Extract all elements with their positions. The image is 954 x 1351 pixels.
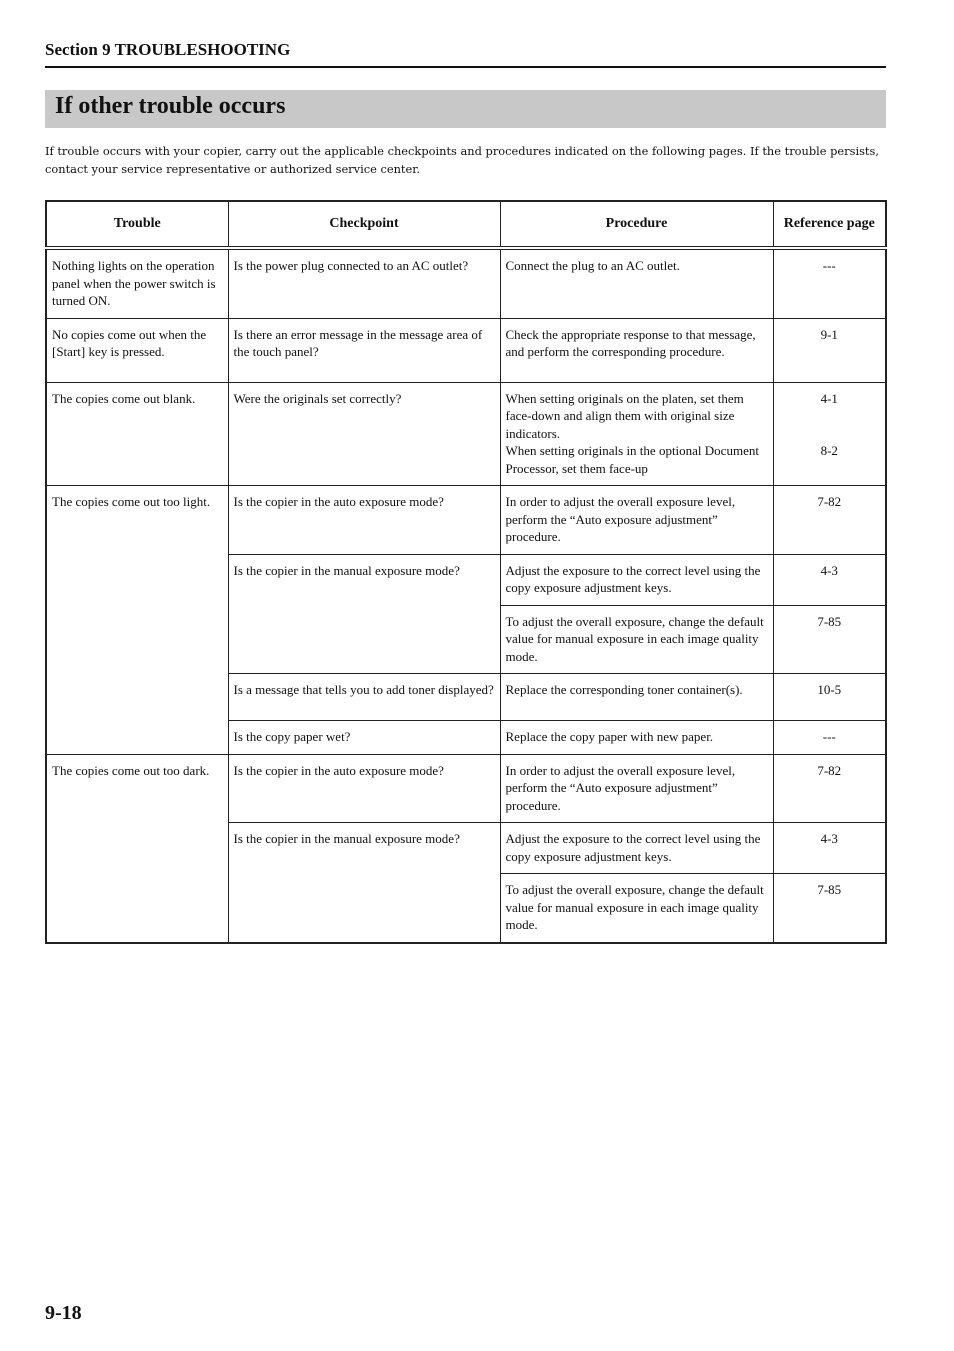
reference-cell: 7-82 [773,486,886,555]
header-checkpoint: Checkpoint [228,201,500,248]
procedure-text: When setting originals on the platen, set them face-down and align them with original size indicators. [505,390,744,441]
procedure-cell: Replace the copy paper with new paper. [500,721,773,755]
header-procedure: Procedure [500,201,773,248]
reference-cell: 9-1 [773,318,886,382]
reference-cell: 4-3 [773,554,886,605]
reference-spacer [779,407,881,442]
procedure-cell: Connect the plug to an AC outlet. [500,248,773,318]
table-row [46,248,886,318]
trouble-cell: No copies come out when the [Start] key is pressed. [46,318,228,382]
procedure-cell: To adjust the overall exposure, change the default value for manual exposure in each image quality mode. [500,874,773,943]
table-header-row [46,201,886,248]
procedure-cell: Adjust the exposure to the correct level using the copy exposure adjustment keys. [500,554,773,605]
procedure-text: When setting originals in the optional Document Processor, set them face-up [505,443,759,476]
page-number: 9-18 [45,1302,82,1324]
procedure-cell: In order to adjust the overall exposure level, perform the “Auto exposure adjustment” procedure. [500,486,773,555]
table-row [46,318,886,382]
reference-cell: 7-85 [773,874,886,943]
checkpoint-cell: Is there an error message in the message area of the touch panel? [228,318,500,382]
table-row [46,486,886,555]
header-trouble: Trouble [46,201,228,248]
reference-value: 4-1 [820,390,838,406]
procedure-cell [500,382,773,486]
trouble-cell: The copies come out too dark. [46,754,228,943]
section-header: Section 9 TROUBLESHOOTING [45,40,886,68]
procedure-cell: Replace the corresponding toner container(s). [500,674,773,721]
reference-cell [773,382,886,486]
procedure-cell: In order to adjust the overall exposure level, perform the “Auto exposure adjustment” procedure. [500,754,773,823]
table-row [46,382,886,486]
procedure-cell: Check the appropriate response to that message, and perform the corresponding procedure. [500,318,773,382]
reference-cell: 4-3 [773,823,886,874]
reference-cell: 10-5 [773,674,886,721]
checkpoint-cell: Is a message that tells you to add toner displayed? [228,674,500,721]
table-row [46,754,886,823]
checkpoint-cell: Is the copy paper wet? [228,721,500,755]
troubleshooting-table [45,200,887,944]
trouble-cell: The copies come out blank. [46,382,228,486]
page-title: If other trouble occurs [55,93,286,119]
checkpoint-cell: Is the power plug connected to an AC outlet? [228,248,500,318]
procedure-cell: Adjust the exposure to the correct level using the copy exposure adjustment keys. [500,823,773,874]
procedure-cell: To adjust the overall exposure, change the default value for manual exposure in each image quality mode. [500,605,773,674]
checkpoint-cell: Is the copier in the manual exposure mode? [228,823,500,943]
reference-cell: --- [773,248,886,318]
checkpoint-cell: Were the originals set correctly? [228,382,500,486]
checkpoint-cell: Is the copier in the auto exposure mode? [228,754,500,823]
intro-paragraph: If trouble occurs with your copier, carry out the applicable checkpoints and procedures indicated on the following pages. If the trouble persists, contact your service representative or authorized service center. [45,144,879,176]
reference-value: 8-2 [820,443,838,458]
title-bar [45,90,886,128]
header-reference-page: Reference page [773,201,886,248]
reference-cell: 7-82 [773,754,886,823]
reference-cell: 7-85 [773,605,886,674]
trouble-cell: The copies come out too light. [46,486,228,755]
checkpoint-cell: Is the copier in the auto exposure mode? [228,486,500,555]
trouble-cell: Nothing lights on the operation panel when the power switch is turned ON. [46,248,228,318]
checkpoint-cell: Is the copier in the manual exposure mode? [228,554,500,674]
reference-cell: --- [773,721,886,755]
